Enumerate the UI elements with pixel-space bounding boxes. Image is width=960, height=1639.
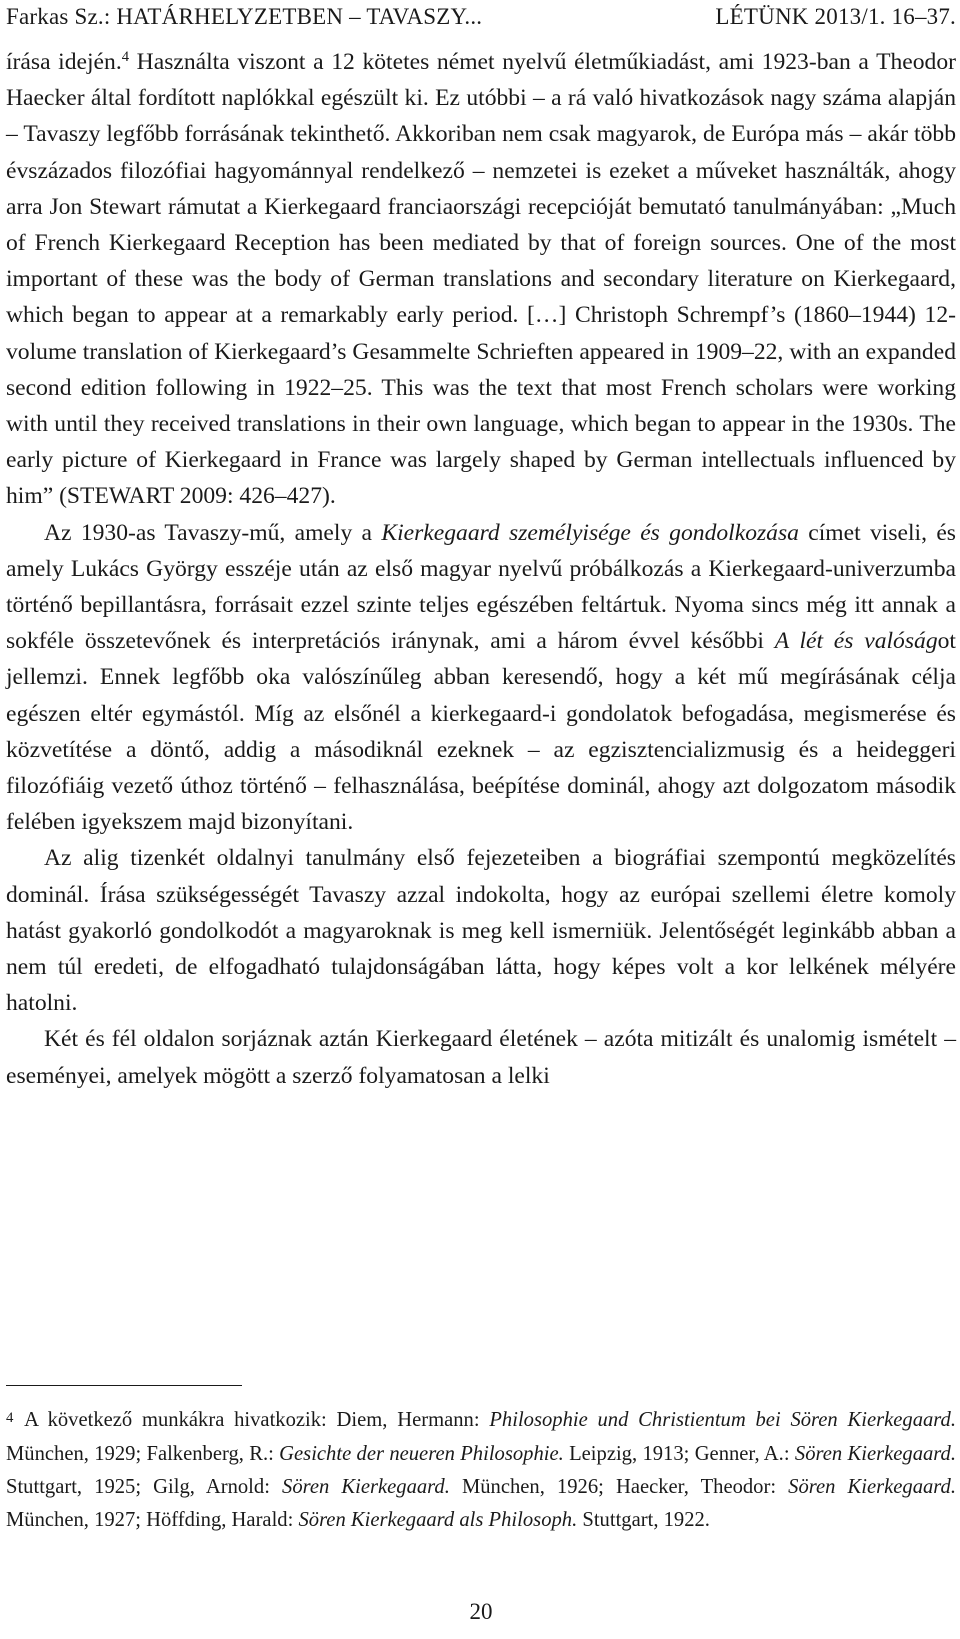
page-number: 20 (469, 1599, 493, 1624)
footnote-number: 4 (6, 1410, 14, 1426)
book-title-italic: A lét és valóság (774, 628, 938, 655)
book-title-italic: Kierkegaard személyisége és gondolkozása (381, 519, 799, 546)
paragraph-1: írása idején.$^4$ Használta viszont a 12 kötetes német nyelvű életműkiadást, ami 1923-ban a Theodor Haecker által fordított naplókkal egészült ki. Ez utóbbi – a rá való hivatkozások nagy száma alapján – Tavaszy legfőbb forrásának tekinthető. Akkoriban nem csak magyarok, de Európa más – akár több évszázados filozófiai hagyománnyal rendelkező – nemzetei is ezeket a műveket használták, ahogy arra Jon Stewart rámutat a Kierkegaard franciaországi recepcióját bemutató tanulmányában: „Much of French Kierkegaard Reception has been mediated by that of foreign sources. One of the most important of these was the body of German translations and secondary literature on Kierkegaard, which began to appear at a remarkably early period. […] Christoph Schrempf’s (1860–1944) 12-volume translation of Kierkegaard’s Gesammelte Schrieften appeared in 1909–22, with an expanded second edition following in 1922–25. This was the text that most French scholars were working with until they received translations in their own language, which began to appear in the 1930s. The early picture of Kierkegaard in France was largely shaped by German intellectuals influenced by him” (STEWART 2009: 426–427). (6, 48, 957, 510)
paragraph-4: Két és fél oldalon sorjáznak aztán Kierkegaard életének – azóta mitizált és unalomig ismételt – eseményei, amelyek mögött a szerző folyamatosan a lelki (6, 1026, 956, 1089)
footnote-reference[interactable]: 4 (121, 48, 130, 65)
header-journal-citation: LÉTÜNK 2013/1. 16–37. (715, 4, 956, 29)
body-text (6, 44, 956, 1094)
paragraph-3: Az alig tizenkét oldalnyi tanulmány első fejezeteiben a biográfiai szempontú megközelítés dominál. Írása szükségességét Tavaszy azzal indokolta, hogy az európai szellemi életre komoly hatást gyakorló gondolkodót a magyaroknak is meg kell ismerniük. Jelentőségét leginkább abban a nem túl eredeti, de elfogadható tulajdonságában látta, hogy képes volt a kor lelkének mélyére hatolni. (6, 845, 956, 1017)
document-page (6, 0, 956, 1639)
paragraph-2: Az 1930-as Tavaszy-mű, amely a Kierkegaard személyisége és gondolkozása címet viseli, és amely Lukács György esszéje után az első magyar nyelvű próbálkozás a Kierkegaard-univerzumba történő bepillantásra, forrásait ezzel szinte teljes egészében feltártuk. Nyoma sincs még itt annak a sokféle összetevőnek és interpretációs iránynak, ami a három évvel későbbi A lét és valóságot jellemzi. Ennek legfőbb oka valószínűleg abban keresendő, hogy a két mű megírásának célja egészen eltér egymástól. Míg az elsőnél a kierkegaard-i gondolatok befogadása, megismerése és közvetítése a döntő, addig a másodiknál ezeknek – az egzisztencializmusig és a heideggeri filozófiáig vezető úthoz történő – felhasználása, beépítése dominál, ahogy azt dolgozatom második felében igyekszem majd bizonyítani. (6, 519, 956, 836)
running-header (6, 4, 956, 38)
header-author-title: Farkas Sz.: HATÁRHELYZETBEN – TAVASZY... (6, 4, 483, 29)
footnote (6, 1402, 956, 1538)
footnote-divider (6, 1385, 242, 1386)
footnote-4: $^4$ A következő munkákra hivatkozik: Diem, Hermann: Philosophie und Christientum bei Sören Kierkegaard. München, 1929; Falkenberg, R.: Gesichte der neueren Philosophie. Leipzig, 1913; Genner, A.: Sören Kierkegaard. Stuttgart, 1925; Gilg, Arnold: Sören Kierkegaard. München, 1926; Haecker, Theodor: Sören Kierkegaard. München, 1927; Höffding, Harald: Sören Kierkegaard als Philosoph. Stuttgart, 1922. (6, 1409, 956, 1532)
